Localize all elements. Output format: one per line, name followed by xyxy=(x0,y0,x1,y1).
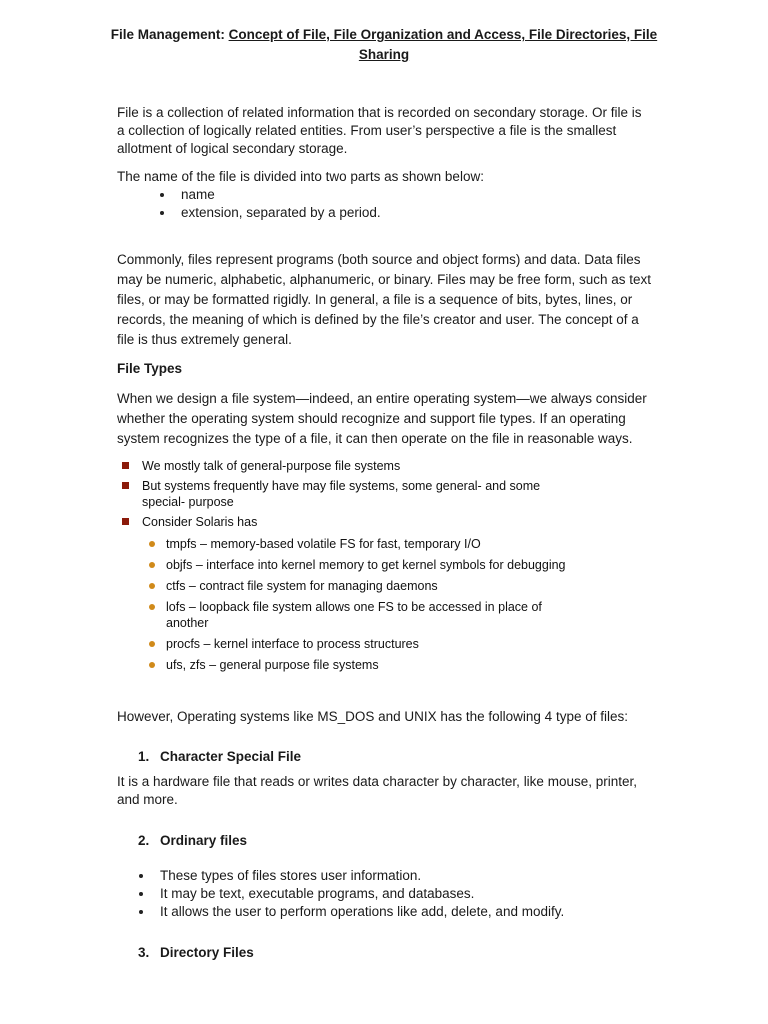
round-bullet-icon xyxy=(149,583,155,589)
list-item: procfs – kernel interface to process structures xyxy=(166,636,566,652)
list-item: objfs – interface into kernel memory to get kernel symbols for debugging xyxy=(166,557,566,573)
ordinary-files-list xyxy=(160,867,640,921)
list-item: lofs – loopback file system allows one FS to be accessed in place of another xyxy=(166,599,566,631)
name-parts-list xyxy=(181,186,631,222)
list-item: We mostly talk of general-purpose file systems xyxy=(142,458,562,474)
list-item: It allows the user to perform operations like add, delete, and modify. xyxy=(160,903,640,921)
section-heading-1: 1. Character Special File xyxy=(138,749,302,764)
square-bullet-icon xyxy=(122,482,129,489)
round-bullet-icon xyxy=(149,662,155,668)
list-item: These types of files stores user information. xyxy=(160,867,640,885)
square-bullet-icon xyxy=(122,462,129,469)
char-special-description: It is a hardware file that reads or writes data character by character, like mouse, printer, and more. xyxy=(117,774,637,807)
bullet-icon xyxy=(139,874,143,878)
round-bullet-icon xyxy=(149,641,155,647)
list-item: extension, separated by a period. xyxy=(181,204,631,222)
bullet-icon xyxy=(139,910,143,914)
list-item: tmpfs – memory-based volatile FS for fast, temporary I/O xyxy=(166,536,566,552)
file-types-paragraph: When we design a file system—indeed, an entire operating system—we always consider whether the operating system should recognize and support file types. If an operating system recognizes the type of a file, it can then operate on the file in reasonable ways. xyxy=(117,391,647,446)
intro-paragraph: File is a collection of related information that is recorded on secondary storage. Or file is a collection of logically related entities. From user’s perspective a file is the smallest allotment of logical secondary storage. xyxy=(117,105,642,156)
commonly-paragraph: Commonly, files represent programs (both source and object forms) and data. Data files may be numeric, alphabetic, alphanumeric, or binary. Files may be free form, such as text files, or may be formatted rigidly. In general, a file is a sequence of bits, bytes, lines, or records, the meaning of which is defined by the file’s creator and user. The concept of a file is thus extremely general. xyxy=(117,252,651,347)
list-item: ctfs – contract file system for managing daemons xyxy=(166,578,566,594)
section-heading-2: 2. Ordinary files xyxy=(138,833,248,848)
file-types-heading: File Types xyxy=(117,361,183,376)
list-item: ufs, zfs – general purpose file systems xyxy=(166,657,566,673)
solaris-sublist xyxy=(166,536,566,673)
list-item: But systems frequently have may file systems, some general- and some special- purpose xyxy=(142,478,562,510)
list-item: Consider Solaris has xyxy=(142,514,562,530)
name-parts-lead: The name of the file is divided into two parts as shown below: xyxy=(117,169,484,184)
slide-list xyxy=(142,458,562,530)
title-prefix: File Management: xyxy=(110,27,229,42)
section-heading-3: 3. Directory Files xyxy=(138,945,254,960)
round-bullet-icon xyxy=(149,562,155,568)
title-topics: Concept of File, File Organization and Access, File Directories, File Sharing xyxy=(228,27,658,62)
page-title xyxy=(110,25,658,65)
round-bullet-icon xyxy=(149,541,155,547)
round-bullet-icon xyxy=(149,604,155,610)
however-paragraph: However, Operating systems like MS_DOS and UNIX has the following 4 type of files: xyxy=(117,709,628,724)
list-item: name xyxy=(181,186,631,204)
square-bullet-icon xyxy=(122,518,129,525)
bullet-icon xyxy=(160,211,164,215)
bullet-icon xyxy=(160,193,164,197)
bullet-icon xyxy=(139,892,143,896)
list-item: It may be text, executable programs, and databases. xyxy=(160,885,640,903)
